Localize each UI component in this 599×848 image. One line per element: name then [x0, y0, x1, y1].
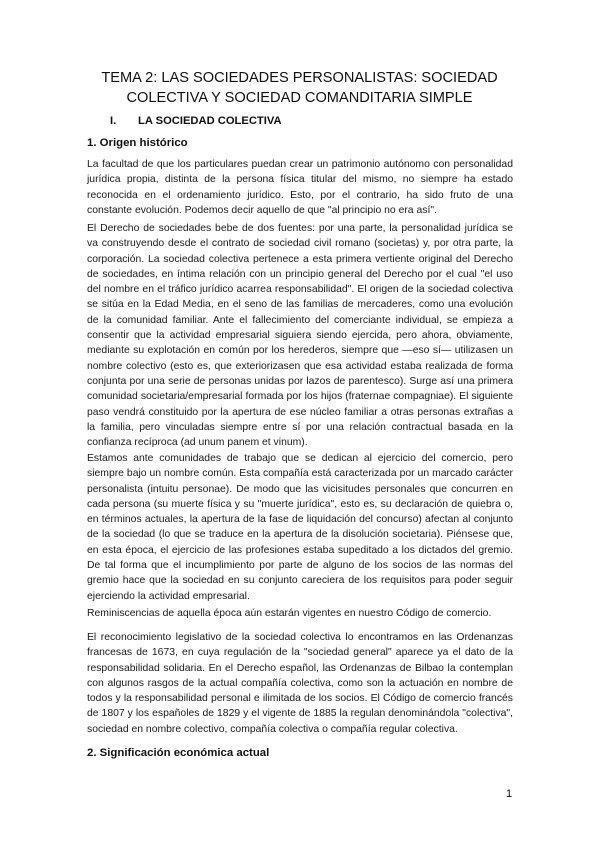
paragraph-2: El Derecho de sociedades bebe de dos fuentes: por una parte, la personalidad jurídica se va construyendo desde el contrato de sociedad civil romano (societas) y, por otra parte, la corporación. La sociedad colectiva pertenece a esta primera vertiente original del Derecho de sociedades, en íntima relación con un principio general del Derecho por el cual "el uso del nombre en el tráfico jurídico acarrea responsabilidad". El origen de la sociedad colectiva se sitúa en la Edad Media, en el seno de las familias de mercaderes, como una evolución de la comunidad familiar. Ante el fallecimiento del comerciante individual, se empieza a consentir que la actividad empresarial siguiera siendo ejercida, pero ahora, obviamente, mediante su explotación en común por los herederos, siempre que —eso sí— utilizasen un nombre colectivo (esto es, que exteriorizasen que esa actividad estaba realizada de forma conjunta por una serie de personas unidas por lazos de parentesco). Surge así una primera comunidad societaria/empresarial formada por los hijos (fraternae compagniae). El siguiente paso vendrá constituido por la apertura de ese núcleo familiar a otras personas extrañas a la familia, pero vinculadas siempre entre sí por una relación contractual basada en la confianza recíproca (ad unum panem et vinum). — [87, 223, 513, 449]
subsection-heading-origen: 1. Origen histórico — [87, 137, 188, 149]
paragraph-3: Estamos ante comunidades de trabajo que se dedican al ejercicio del comercio, pero siempre bajo un nombre común. Esta compañía está caracterizada por un marcado carácter personalista (intuitu personae). De modo que las vicisitudes personales que concurren en cada persona (su muerte física y su "muerte jurídica", esto es, su declaración de quiebra o, en términos actuales, la apertura de la fase de liquidación del concurso) afectan al conjunto de la sociedad (lo que se traduce en la apertura de la disolución societaria). Piénsese que, en esta época, el ejercicio de las profesiones estaba supeditado a los dictados del gremio. De tal forma que el incumplimiento por parte de alguno de los socios de las normas del gremio hace que la sociedad en su conjunto careciera de los requisitos para poder seguir ejerciendo la actividad empresarial. — [87, 453, 513, 602]
paragraph-5: El reconocimiento legislativo de la sociedad colectiva lo encontramos en las Ordenanzas francesas de 1673, en cuya regulación de la "sociedad general" aparece ya el dato de la responsabilidad solidaria. En el Derecho español, las Ordenanzas de Bilbao la contemplan con algunos rasgos de la actual compañía colectiva, como son la actuación en nombre de todos y la responsabilidad personal e ilimitada de los socios. El Código de comercio francés de 1807 y los españoles de 1829 y el vigente de 1885 la regulan denominándola "colectiva", sociedad en nombre colectivo, compañía colectiva o compañía regular colectiva. — [87, 632, 513, 735]
paragraph-4: Reminiscencias de aquella época aún estarán vigentes en nuestro Código de comercio. — [87, 608, 492, 619]
section-number: I. — [110, 115, 117, 127]
page-number: 1 — [506, 788, 513, 800]
subsection-heading-significacion: 2. Significación económica actual — [87, 747, 270, 759]
section-title: LA SOCIEDAD COLECTIVA — [138, 115, 282, 127]
paragraph-1: La facultad de que los particulares puedan crear un patrimonio autónomo con personalidad jurídica propia, distinta de la persona física titular del mismo, no siempre ha estado reconocida en el ordenamiento jurídico. Esto, por el contrario, ha sido fruto de una constante evolución. Podemos decir aquello de que "al principio no era así". — [87, 159, 513, 216]
document-title: TEMA 2: LAS SOCIEDADES PERSONALISTAS: SOCIEDAD COLECTIVA Y SOCIEDAD COMANDITARIA SIMPLE — [101, 70, 498, 106]
section-heading — [110, 115, 282, 127]
